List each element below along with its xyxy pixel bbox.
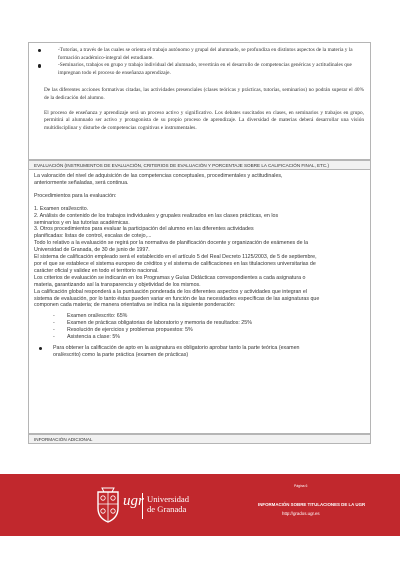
procedure-line: carácter oficial y validez en todo el territorio nacional.: [34, 267, 159, 274]
weight-text: Resolución de ejercicios y problemas propuestos: 5%: [67, 327, 193, 334]
procedure-line: Universidad de Granada, de 30 de junio de 1997.: [34, 247, 150, 254]
page-number: Página 6: [294, 484, 308, 488]
weight-item: - Examen de prácticas obligatorias de laboratorio y memoria de resultados: 25%: [53, 320, 252, 327]
weight-item: - Resolución de ejercicios y problemas propuestos: 5%: [53, 327, 193, 334]
evaluation-content-box: [28, 170, 371, 434]
weight-text: Examen de prácticas obligatorias de laboratorio y memoria de resultados: 25%: [67, 320, 252, 327]
bullet-text: -Tutorías, a través de las cuales se orienta el trabajo autónomo y grupal del alumnado, se profundiza en distintos aspectos de la materia y la formación académico-integral del estudiante.: [58, 47, 353, 61]
procedure-line: por el que se establece el sistema europeo de créditos y el sistema de calificaciones en las titulaciones universitarias de: [34, 260, 316, 267]
weight-text: Asistencia a clase: 5%: [67, 334, 120, 341]
procedure-line: Todo lo relativo a la evaluación se regirá por la normativa de planificación docente y organización de exámenes de la: [34, 240, 309, 247]
bullet-dot-icon: [38, 49, 41, 52]
ugr-shield-icon: [94, 486, 122, 524]
procedure-line: 3. Otros procedimientos para evaluar la participación del alumno en las diferentes actividades: [34, 226, 254, 233]
bullet-dot-icon: [39, 347, 42, 350]
procedure-line: La calificación global responderá a la puntuación ponderada de los diferentes aspectos y actividades que integran el: [34, 288, 307, 295]
evaluation-intro-line: La valoración del nivel de adquisición de las competencias conceptuales, procedimentales y actitudinales,: [34, 173, 283, 179]
final-note-text: Para obtener la calificación de apto en la asignatura es obligatorio aprobar tanto la parte teórica (examen: [53, 344, 300, 351]
evaluation-intro-line: anteriormente señaladas, será continua.: [34, 179, 129, 186]
footer-info-title: INFORMACIÓN SOBRE TITULACIONES DE LA UGR: [258, 502, 366, 507]
methodology-paragraph: El proceso de enseñanza y aprendizaje será un proceso activo y significativo. Los debates suscitados en clases, en seminarios y trabajos en grupo, permitirá al alumnado ser activo y protagonista de su propio proceso de aprendizaje. La diversidad de materias deberá desarrollar una visión multidisciplinar y disturbe de competencias cognitivas e instrumentales.: [44, 109, 364, 131]
procedures-title: Procedimientos para la evaluación:: [34, 192, 117, 199]
final-note: [34, 345, 365, 352]
additional-info-header: INFORMACIÓN ADICIONAL: [28, 434, 371, 444]
bullet-dot-icon: [38, 64, 41, 67]
weight-item: - Asistencia a clase: 5%: [53, 334, 120, 341]
procedure-line: Los criterios de evaluación se indicarán en los Programas y Guías Didácticas correspondientes a cada asignatura o: [34, 274, 306, 281]
weight-text: Examen oral/escrito: 65%: [67, 313, 128, 320]
procedure-line: El sistema de calificación empleado será el establecido en el artículo 5 del Real Decreto 1125/2003, de 5 de septiembre,: [34, 254, 317, 261]
methodology-box: [28, 42, 371, 160]
final-note-continuation: oral/escrito) como la parte práctica (examen de prácticas): [53, 351, 189, 358]
procedure-line: sistema de evaluación, por lo tanto éstas pueden variar en función de las necesidades específicas de las asignaturas que: [34, 295, 320, 302]
university-name-line: de Granada: [147, 504, 187, 514]
university-name: [147, 494, 227, 514]
procedure-line: componen cada materia; de manera orientativa se indica na la siguiente ponderación:: [34, 302, 236, 309]
bullet-text: -Seminarios, trabajos en grupo y trabajo individual del alumnado, revertirán en el desarrollo de competencias genéricas y actitudinales que impregnan todo el proceso de enseñanza aprendizaje.: [58, 62, 352, 76]
methodology-bullet: [33, 47, 364, 62]
procedure-line: 2. Análisis de contenido de los trabajos individuales y grupales realizados en las clases prácticas, en los: [34, 212, 279, 219]
methodology-bullet: [33, 62, 364, 77]
evaluation-section-header: EVALUACIÓN (INSTRUMENTOS DE EVALUACIÓN, CRITERIOS DE EVALUACIÓN Y PORCENTAJE SOBRE LA CALIFICACIÓN FINAL, ETC.): [28, 160, 371, 170]
methodology-paragraph: De las diferentes acciones formativas citadas, las actividades presenciales (clases teóricas y prácticas, tutorías, seminarios) no podrán superar el 40% de la dedicación del alumno.: [44, 87, 364, 101]
procedure-line: 1. Examen oral/escrito.: [34, 205, 89, 212]
procedure-line: planificadas: listas de control, escalas de cotejo,...: [34, 233, 152, 240]
footer-url-link[interactable]: http://grados.ugr.es: [282, 511, 320, 516]
procedure-line: seminarios y en las tutorías académicas.: [34, 219, 130, 226]
ugr-logo-text: ugr: [123, 493, 144, 509]
methodology-bullet-list: [33, 47, 364, 77]
procedure-line: materia, garantizando así la transparencia y objetividad de los mismos.: [34, 281, 201, 288]
university-name-line: Universidad: [147, 494, 190, 504]
weight-item: - Examen oral/escrito: 65%: [53, 313, 128, 320]
logo-separator: [142, 493, 143, 519]
